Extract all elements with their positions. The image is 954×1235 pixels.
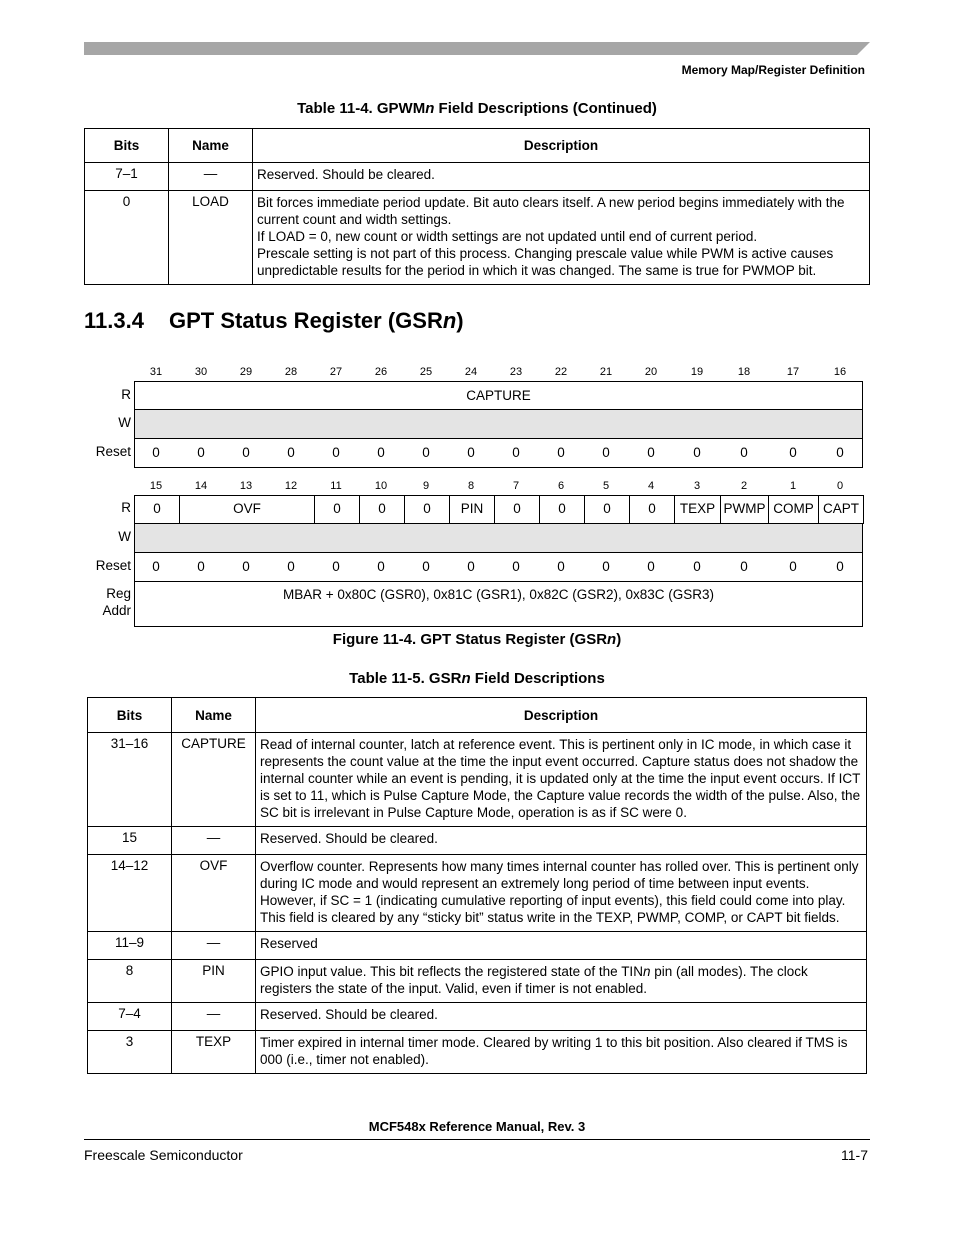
footer-divider — [84, 1139, 870, 1140]
table-row — [88, 1031, 867, 1074]
row-label-w: W — [118, 529, 131, 544]
table-row — [85, 191, 870, 285]
reset-value: 0 — [740, 559, 748, 574]
reset-value: 0 — [602, 559, 610, 574]
description-paragraph: If LOAD = 0, new count or width settings are not updated until end of current period. — [257, 229, 758, 244]
table-row — [88, 1003, 867, 1031]
row-name: — — [172, 1003, 256, 1031]
row-description — [253, 191, 870, 285]
register-field: 0 — [134, 495, 180, 524]
row-label-reset: Reset — [95, 558, 131, 573]
header-bar — [84, 42, 870, 55]
table-row — [88, 733, 867, 827]
bit-number: 31 — [149, 366, 163, 378]
bit-number: 18 — [737, 366, 751, 378]
reset-value: 0 — [740, 445, 748, 460]
register-field: TEXP — [674, 495, 721, 524]
write-row-lower — [134, 523, 863, 553]
col-header-name: Name — [172, 698, 256, 733]
row-label-w: W — [118, 415, 131, 430]
bit-number: 27 — [329, 366, 343, 378]
bit-number: 19 — [690, 366, 704, 378]
row-label-reset: Reset — [95, 444, 131, 459]
register-field: CAPT — [818, 495, 864, 524]
reg-addr-field: MBAR + 0x80C (GSR0), 0x81C (GSR1), 0x82C (GSR2), 0x83C (GSR3) — [134, 581, 863, 627]
row-label-r: R — [121, 387, 131, 402]
register-field: COMP — [768, 495, 819, 524]
row-bits: 7–1 — [85, 163, 169, 191]
col-header-bits: Bits — [85, 129, 169, 163]
row-name: OVF — [172, 855, 256, 932]
row-description: Reserved. Should be cleared. — [253, 163, 870, 191]
bit-number: 29 — [239, 366, 253, 378]
reset-value: 0 — [836, 559, 844, 574]
table1-caption: Table 11-4. GPWMn Field Descriptions (Continued) — [297, 100, 657, 117]
reset-value: 0 — [377, 559, 385, 574]
reset-value: 0 — [287, 559, 295, 574]
reset-value: 0 — [287, 445, 295, 460]
bit-number: 2 — [740, 480, 748, 492]
bit-number: 20 — [644, 366, 658, 378]
col-header-description: Description — [253, 129, 870, 163]
row-name: LOAD — [169, 191, 253, 285]
table2-caption: Table 11-5. GSRn Field Descriptions — [349, 670, 605, 687]
row-bits: 0 — [85, 191, 169, 285]
row-description: Reserved — [256, 932, 867, 960]
row-bits: 7–4 — [88, 1003, 172, 1031]
row-bits: 14–12 — [88, 855, 172, 932]
description-paragraph: Bit forces immediate period update. Bit auto clears itself. A new period begins immediately with the current count and width settings. — [257, 195, 845, 227]
row-description: GPIO input value. This bit reflects the registered state of the TINn pin (all modes). The clock registers the state of the input. Valid, even if timer is not enabled. — [256, 960, 867, 1003]
row-name: PIN — [172, 960, 256, 1003]
bit-number: 8 — [467, 480, 475, 492]
gpwm-field-table — [84, 128, 870, 285]
register-field: 0 — [539, 495, 585, 524]
manual-title: MCF548x Reference Manual, Rev. 3 — [368, 1119, 586, 1134]
row-bits: 11–9 — [88, 932, 172, 960]
row-bits: 15 — [88, 827, 172, 855]
bit-number: 25 — [419, 366, 433, 378]
bit-number: 17 — [786, 366, 800, 378]
reset-value: 0 — [197, 445, 205, 460]
reset-value: 0 — [693, 445, 701, 460]
table-row — [88, 855, 867, 932]
bit-number: 4 — [647, 480, 655, 492]
bit-number: 24 — [464, 366, 478, 378]
reset-value: 0 — [512, 445, 520, 460]
register-field: PIN — [449, 495, 495, 524]
bit-number: 28 — [284, 366, 298, 378]
reset-value: 0 — [242, 559, 250, 574]
table-row — [88, 932, 867, 960]
reset-value: 0 — [467, 559, 475, 574]
reset-value: 0 — [422, 445, 430, 460]
table-row — [88, 827, 867, 855]
bit-number: 0 — [836, 480, 844, 492]
reset-value: 0 — [836, 445, 844, 460]
bit-number: 16 — [833, 366, 847, 378]
description-paragraph: Prescale setting is not part of this process. Changing prescale value while PWM is active causes unpredictable results for the period in which it was changed. The same is true for PWMOP bit. — [257, 246, 834, 278]
reset-value: 0 — [789, 559, 797, 574]
bit-number: 22 — [554, 366, 568, 378]
bit-number: 9 — [422, 480, 430, 492]
row-description: Read of internal counter, latch at reference event. This is pertinent only in IC mode, in which case it represents the count value at the time the input event occurred. Capture status does not shadow the internal counter while an event is pending, it is updated only at the time the input event occurs. If ICT is set to 11, which is Pulse Capture Mode, the Capture value records the width of the pulse. Also, the SC bit is irrelevant in Pulse Capture Mode, operation is as if SC were 0. — [256, 733, 867, 827]
row-bits: 8 — [88, 960, 172, 1003]
row-name: — — [172, 932, 256, 960]
page-number: 11-7 — [841, 1147, 868, 1163]
reset-value: 0 — [467, 445, 475, 460]
reset-value: 0 — [602, 445, 610, 460]
reset-value: 0 — [332, 559, 340, 574]
section-heading: 11.3.4 GPT Status Register (GSRn) — [84, 308, 464, 333]
register-field: 0 — [314, 495, 360, 524]
bit-number: 23 — [509, 366, 523, 378]
reset-value: 0 — [557, 559, 565, 574]
bit-number: 7 — [512, 480, 520, 492]
col-header-bits: Bits — [88, 698, 172, 733]
row-name: TEXP — [172, 1031, 256, 1074]
row-description: Timer expired in internal timer mode. Cleared by writing 1 to this bit position. Also cleared if TMS is 000 (i.e., timer not enabled). — [256, 1031, 867, 1074]
table-row — [85, 163, 870, 191]
row-label-addr: Addr — [102, 603, 131, 618]
row-name: CAPTURE — [172, 733, 256, 827]
register-field: 0 — [629, 495, 675, 524]
register-field: 0 — [359, 495, 405, 524]
row-name: — — [169, 163, 253, 191]
reset-value: 0 — [332, 445, 340, 460]
row-name: — — [172, 827, 256, 855]
register-field: 0 — [584, 495, 630, 524]
bit-number: 3 — [693, 480, 701, 492]
row-description: Reserved. Should be cleared. — [256, 827, 867, 855]
write-row-upper — [134, 409, 863, 439]
bit-number: 5 — [602, 480, 610, 492]
bit-number: 11 — [330, 480, 342, 492]
bit-number: 12 — [284, 480, 298, 492]
reset-value: 0 — [422, 559, 430, 574]
register-field: OVF — [179, 495, 315, 524]
col-header-name: Name — [169, 129, 253, 163]
reset-value: 0 — [512, 559, 520, 574]
company-name: Freescale Semiconductor — [84, 1147, 243, 1163]
reset-value: 0 — [197, 559, 205, 574]
row-label-reg: Reg — [106, 586, 131, 601]
row-label-r: R — [121, 500, 131, 515]
register-field: 0 — [494, 495, 540, 524]
reset-value: 0 — [377, 445, 385, 460]
register-field: 0 — [404, 495, 450, 524]
bit-number: 1 — [789, 480, 797, 492]
bit-number: 21 — [599, 366, 613, 378]
row-description: Overflow counter. Represents how many times internal counter has rolled over. This is pertinent only during IC mode and would represent an extremely long period of time between input events. However, if SC = 1 (indicating cumulative reporting of input events), this field could come into play. This field is cleared by any “sticky bit” status write in the TEXP, PWMP, COMP, or CAPT bit fields. — [256, 855, 867, 932]
row-description: Reserved. Should be cleared. — [256, 1003, 867, 1031]
bit-number: 6 — [557, 480, 565, 492]
reset-value: 0 — [152, 445, 160, 460]
bit-number: 30 — [194, 366, 208, 378]
reset-value: 0 — [557, 445, 565, 460]
reset-value: 0 — [647, 445, 655, 460]
col-header-description: Description — [256, 698, 867, 733]
row-bits: 3 — [88, 1031, 172, 1074]
bit-number: 13 — [239, 480, 253, 492]
gsr-field-table — [87, 697, 867, 1074]
reset-value: 0 — [152, 559, 160, 574]
bit-number: 10 — [374, 480, 388, 492]
capture-field: CAPTURE — [134, 381, 863, 410]
bit-number: 26 — [374, 366, 388, 378]
reset-value: 0 — [789, 445, 797, 460]
header-section-title: Memory Map/Register Definition — [681, 63, 865, 77]
bit-number: 14 — [194, 480, 208, 492]
reset-value: 0 — [693, 559, 701, 574]
reset-value: 0 — [242, 445, 250, 460]
register-field: PWMP — [720, 495, 769, 524]
section-number: 11.3.4 — [84, 308, 144, 333]
figure-caption: Figure 11-4. GPT Status Register (GSRn) — [332, 631, 622, 648]
bit-number: 15 — [149, 480, 163, 492]
table-row — [88, 960, 867, 1003]
row-bits: 31–16 — [88, 733, 172, 827]
reset-value: 0 — [647, 559, 655, 574]
